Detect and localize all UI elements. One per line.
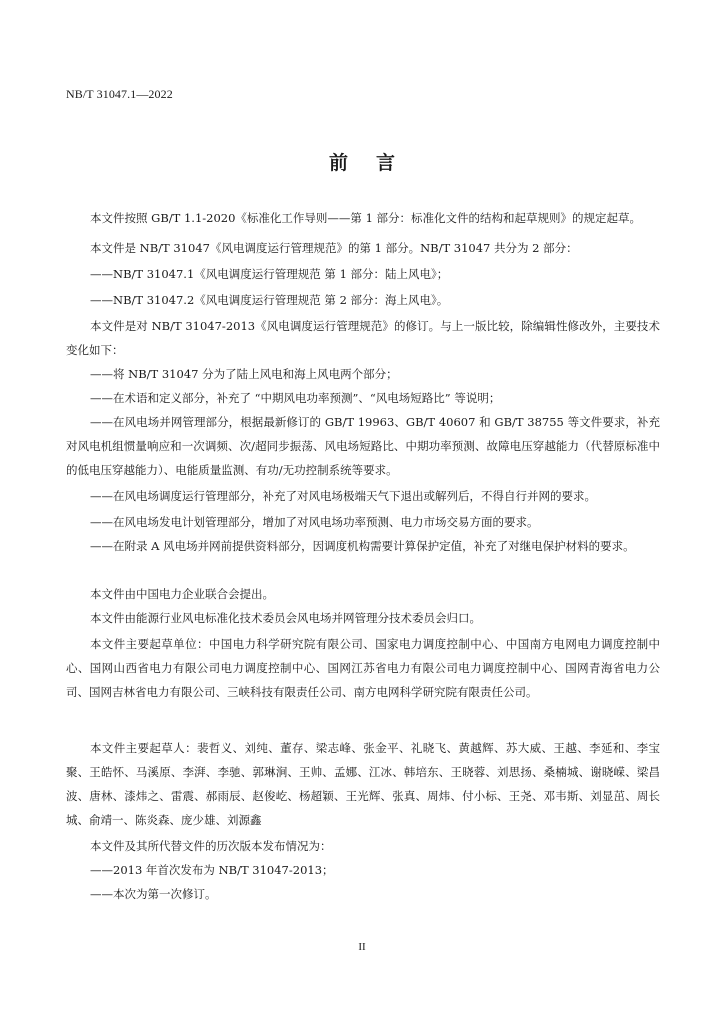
paragraph-drafting-units: 本文件主要起草单位：中国电力科学研究院有限公司、国家电力调度控制中心、中国南方电网电力调度控制中心、国网山西省电力有限公司电力调度控制中心、国网江苏省电力有限公司电力调度控制中心、国网青海省电力公司、国网吉林省电力有限公司、三峡科技有限责任公司、南方电网科学研究院有限责任公司。 [66, 637, 660, 699]
paragraph-series-part: 本文件是 NB/T 31047《风电调度运行管理规范》的第 1 部分。NB/T 31047 共分为 2 部分： [90, 241, 578, 255]
paragraph-history-intro: 本文件及其所代替文件的历次版本发布情况为： [90, 839, 332, 853]
paragraph-proposed-by: 本文件由中国电力企业联合会提出。 [90, 587, 274, 601]
paragraph-part-2: ——NB/T 31047.2《风电调度运行管理规范 第 2 部分：海上风电》。 [90, 293, 449, 307]
paragraph-change-4: ——在风电场调度运行管理部分，补充了对风电场极端天气下退出或解列后，不得自行并网的要求。 [90, 489, 596, 503]
paragraph-change-5: ——在风电场发电计划管理部分，增加了对风电场功率预测、电力市场交易方面的要求。 [90, 515, 539, 529]
paragraph-change-3: ——在风电场并网管理部分，根据最新修订的 GB/T 19963、GB/T 40607 和 GB/T 38755 等文件要求，补充对风电机组惯量响应和一次调频、次/超同步振荡、风电场短路比、中期功率预测、故障电压穿越能力（代替原标准中的低电压穿越能力）、电能质量监测、有功/无功控制系统等要求。 [66, 415, 660, 477]
paragraph-drafters: 本文件主要起草人：裴哲义、刘纯、董存、梁志峰、张金平、礼晓飞、黄越辉、苏大威、王越、李延和、李宝聚、王皓怀、马溪原、李湃、李驰、郭琳涧、王帅、孟娜、江冰、韩培东、王晓蓉、刘思扬、桑楠城、谢晓嵘、梁昌波、唐林、漆炜之、雷震、郝雨辰、赵俊屹、杨超颖、王光辉、张真、周炜、付小标、王尧、邓韦斯、刘显茁、周长城、俞靖一、陈炎森、庞少雄、刘源鑫 [66, 741, 660, 827]
paragraph-part-1: ——NB/T 31047.1《风电调度运行管理规范 第 1 部分：陆上风电》； [90, 267, 449, 281]
paragraph-change-1: ——将 NB/T 31047 分为了陆上风电和海上风电两个部分； [90, 367, 398, 381]
page-number: II [358, 941, 366, 953]
standard-number: NB/T 31047.1—2022 [66, 87, 173, 101]
paragraph-history-current: ——本次为第一次修订。 [90, 887, 217, 901]
paragraph-revision: 本文件是对 NB/T 31047-2013《风电调度运行管理规范》的修订。与上一版比较，除编辑性修改外，主要技术变化如下： [66, 319, 660, 357]
paragraph-change-2: ——在术语和定义部分，补充了 “中期风电功率预测”、“风电场短路比” 等说明； [90, 391, 501, 405]
paragraph-drafting-rules: 本文件按照 GB/T 1.1-2020《标准化工作导则——第 1 部分：标准化文件的结构和起草规则》的规定起草。 [90, 211, 642, 225]
page-title [0, 148, 724, 175]
paragraph-change-6: ——在附录 A 风电场并网前提供资料部分，因调度机构需要计算保护定值，补充了对继电保护材料的要求。 [90, 539, 635, 553]
paragraph-managed-by: 本文件由能源行业风电标准化技术委员会风电场并网管理分技术委员会归口。 [90, 611, 481, 625]
title-char-1: 前 [328, 152, 348, 174]
paragraph-history-2013: ——2013 年首次发布为 NB/T 31047-2013； [90, 863, 334, 877]
title-char-2: 言 [376, 152, 396, 174]
